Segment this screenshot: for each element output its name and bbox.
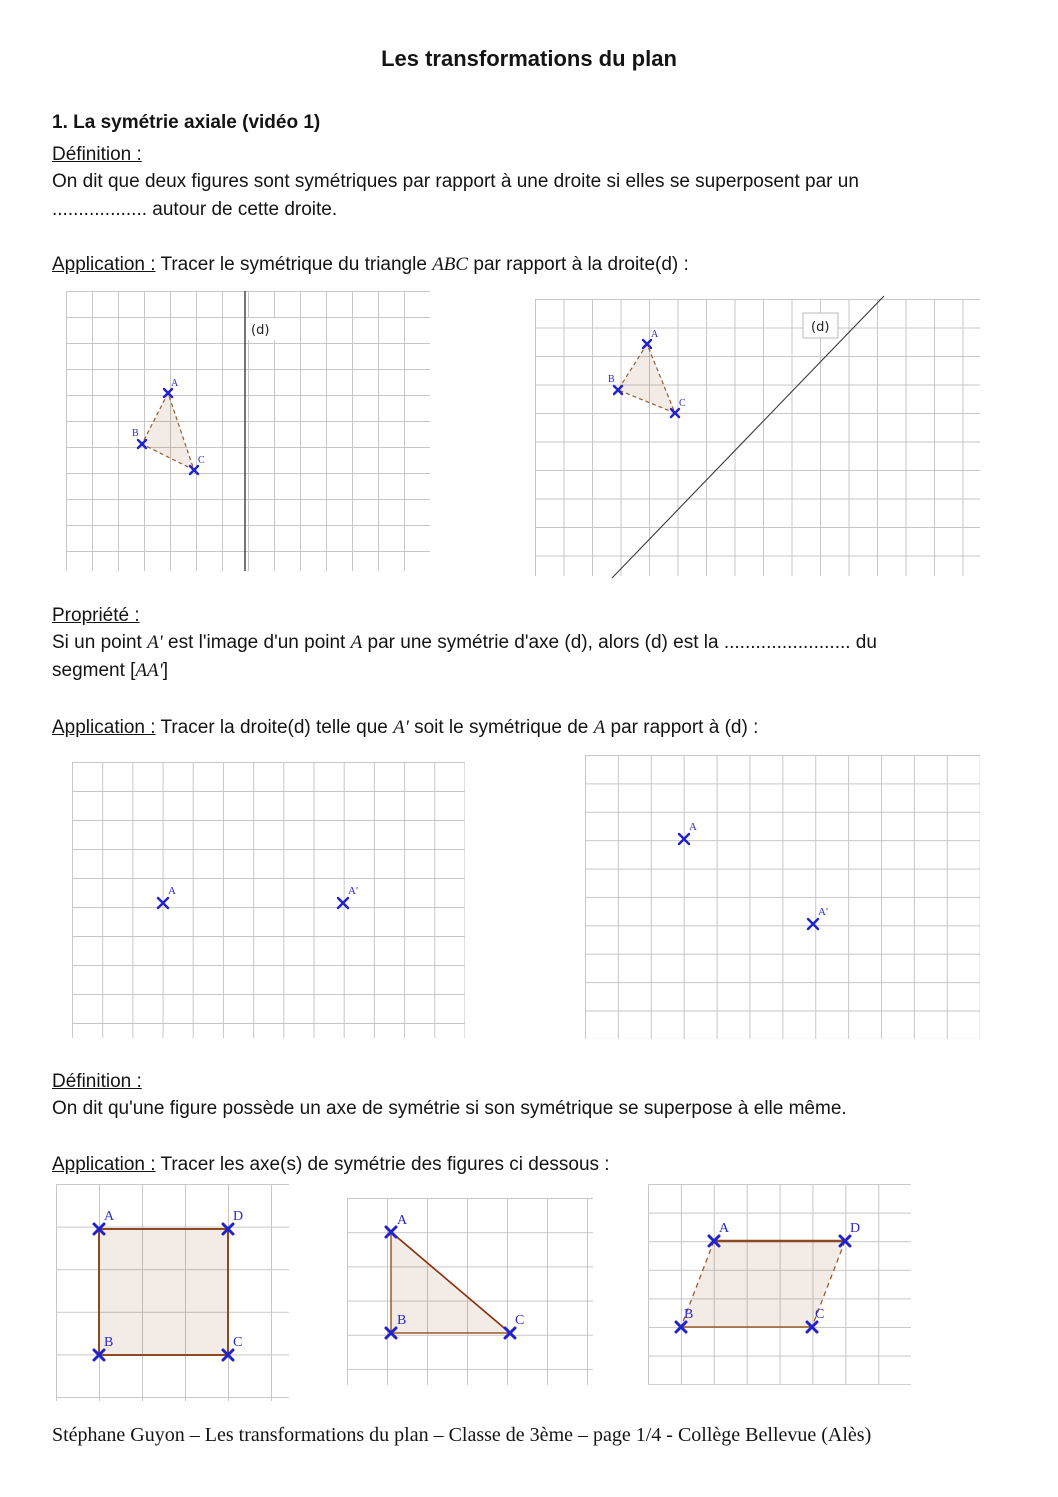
point-a-prime-label: A' <box>818 906 828 918</box>
point-a-label: A <box>168 885 176 897</box>
axis-d-label: (d) <box>811 320 830 335</box>
point-c-label: C <box>233 1335 243 1350</box>
grid-figure-points-horizontal <box>72 762 465 1038</box>
square-overlay <box>56 1184 289 1401</box>
point-b-label: B <box>104 1335 114 1350</box>
grid-figure-triangle-oblique-axis <box>535 299 980 576</box>
section-heading: 1. La symétrie axiale (vidéo 1) <box>52 112 321 133</box>
point-a-prime-marker <box>808 919 818 929</box>
point-a-label: A <box>689 821 697 833</box>
propriete-line2: segment [AA'] <box>52 660 168 681</box>
figure1-overlay <box>66 291 430 571</box>
application1-line: Application : Tracer le symétrique du triangle ABC par rapport à la droite(d) : <box>52 254 689 275</box>
parallelogram-overlay <box>648 1184 911 1385</box>
point-a-label: A <box>651 329 659 340</box>
figure2-overlay <box>535 299 980 576</box>
point-a-prime-marker <box>338 898 348 908</box>
definition1-heading: Définition : <box>52 144 142 165</box>
definition2-heading: Définition : <box>52 1071 142 1092</box>
definition2-text: On dit qu'une figure possède un axe de symétrie si son symétrique se superpose à elle même. <box>52 1098 847 1119</box>
triangle-name: ABC <box>432 254 469 275</box>
point-a-label: A <box>719 1221 730 1236</box>
axis-d-label: (d) <box>251 323 270 338</box>
definition1-text <box>52 168 1012 224</box>
point-a-label: A <box>104 1209 115 1224</box>
point-d-label: D <box>850 1221 861 1236</box>
grid-figure-triangle-vertical-axis <box>66 291 430 571</box>
point-d-label: D <box>233 1209 244 1224</box>
point-c-label: C <box>815 1307 825 1322</box>
point-b-label: B <box>608 374 615 385</box>
grid-figure-right-triangle <box>347 1198 593 1385</box>
definition1-line1: On dit que deux figures sont symétriques par rapport à une droite si elles se superposent par un <box>52 171 859 192</box>
grid-figure-points-oblique <box>585 755 980 1039</box>
propriete-heading: Propriété : <box>52 605 140 626</box>
application2-label: Application : <box>52 717 156 738</box>
point-b-label: B <box>684 1307 694 1322</box>
point-b-label: B <box>397 1313 407 1328</box>
footer-credit: Stéphane Guyon – Les transformations du plan – Classe de 3ème – page 1/4 - Collège Bellevue (Alès) <box>52 1424 872 1446</box>
point-c-label: C <box>679 398 686 409</box>
application1-label: Application : <box>52 254 156 275</box>
point-c-label: C <box>198 455 205 466</box>
figure4-overlay <box>585 755 980 1039</box>
figure3-overlay <box>72 762 465 1038</box>
point-a-marker <box>679 834 689 844</box>
triangle-abc-fill <box>142 393 194 470</box>
triangle-abc-fill <box>618 344 675 413</box>
grid-figure-parallelogram <box>648 1184 911 1385</box>
application3-line: Application : Tracer les axe(s) de symétrie des figures ci dessous : <box>52 1154 610 1175</box>
point-a-label: A <box>171 378 179 389</box>
point-a-label: A <box>397 1213 408 1228</box>
right-triangle-overlay <box>347 1198 593 1385</box>
point-a-marker <box>158 898 168 908</box>
grid-figure-square <box>56 1184 289 1401</box>
application2-line: Application : Tracer la droite(d) telle que A' soit le symétrique de A par rapport à (d) : <box>52 717 759 738</box>
propriete-line1: Si un point A' est l'image d'un point A par une symétrie d'axe (d), alors (d) est la ........................ du <box>52 632 877 653</box>
point-b-label: B <box>132 428 139 439</box>
page-title: Les transformations du plan <box>381 46 677 71</box>
point-c-label: C <box>515 1313 525 1328</box>
definition1-line2: .................. autour de cette droite. <box>52 199 338 220</box>
point-c-marker <box>671 409 679 417</box>
square-shape <box>99 1229 228 1355</box>
point-c-marker <box>190 466 198 474</box>
application3-label: Application : <box>52 1154 156 1175</box>
point-a-prime-label: A' <box>348 885 358 897</box>
propriete-text <box>52 629 1012 685</box>
